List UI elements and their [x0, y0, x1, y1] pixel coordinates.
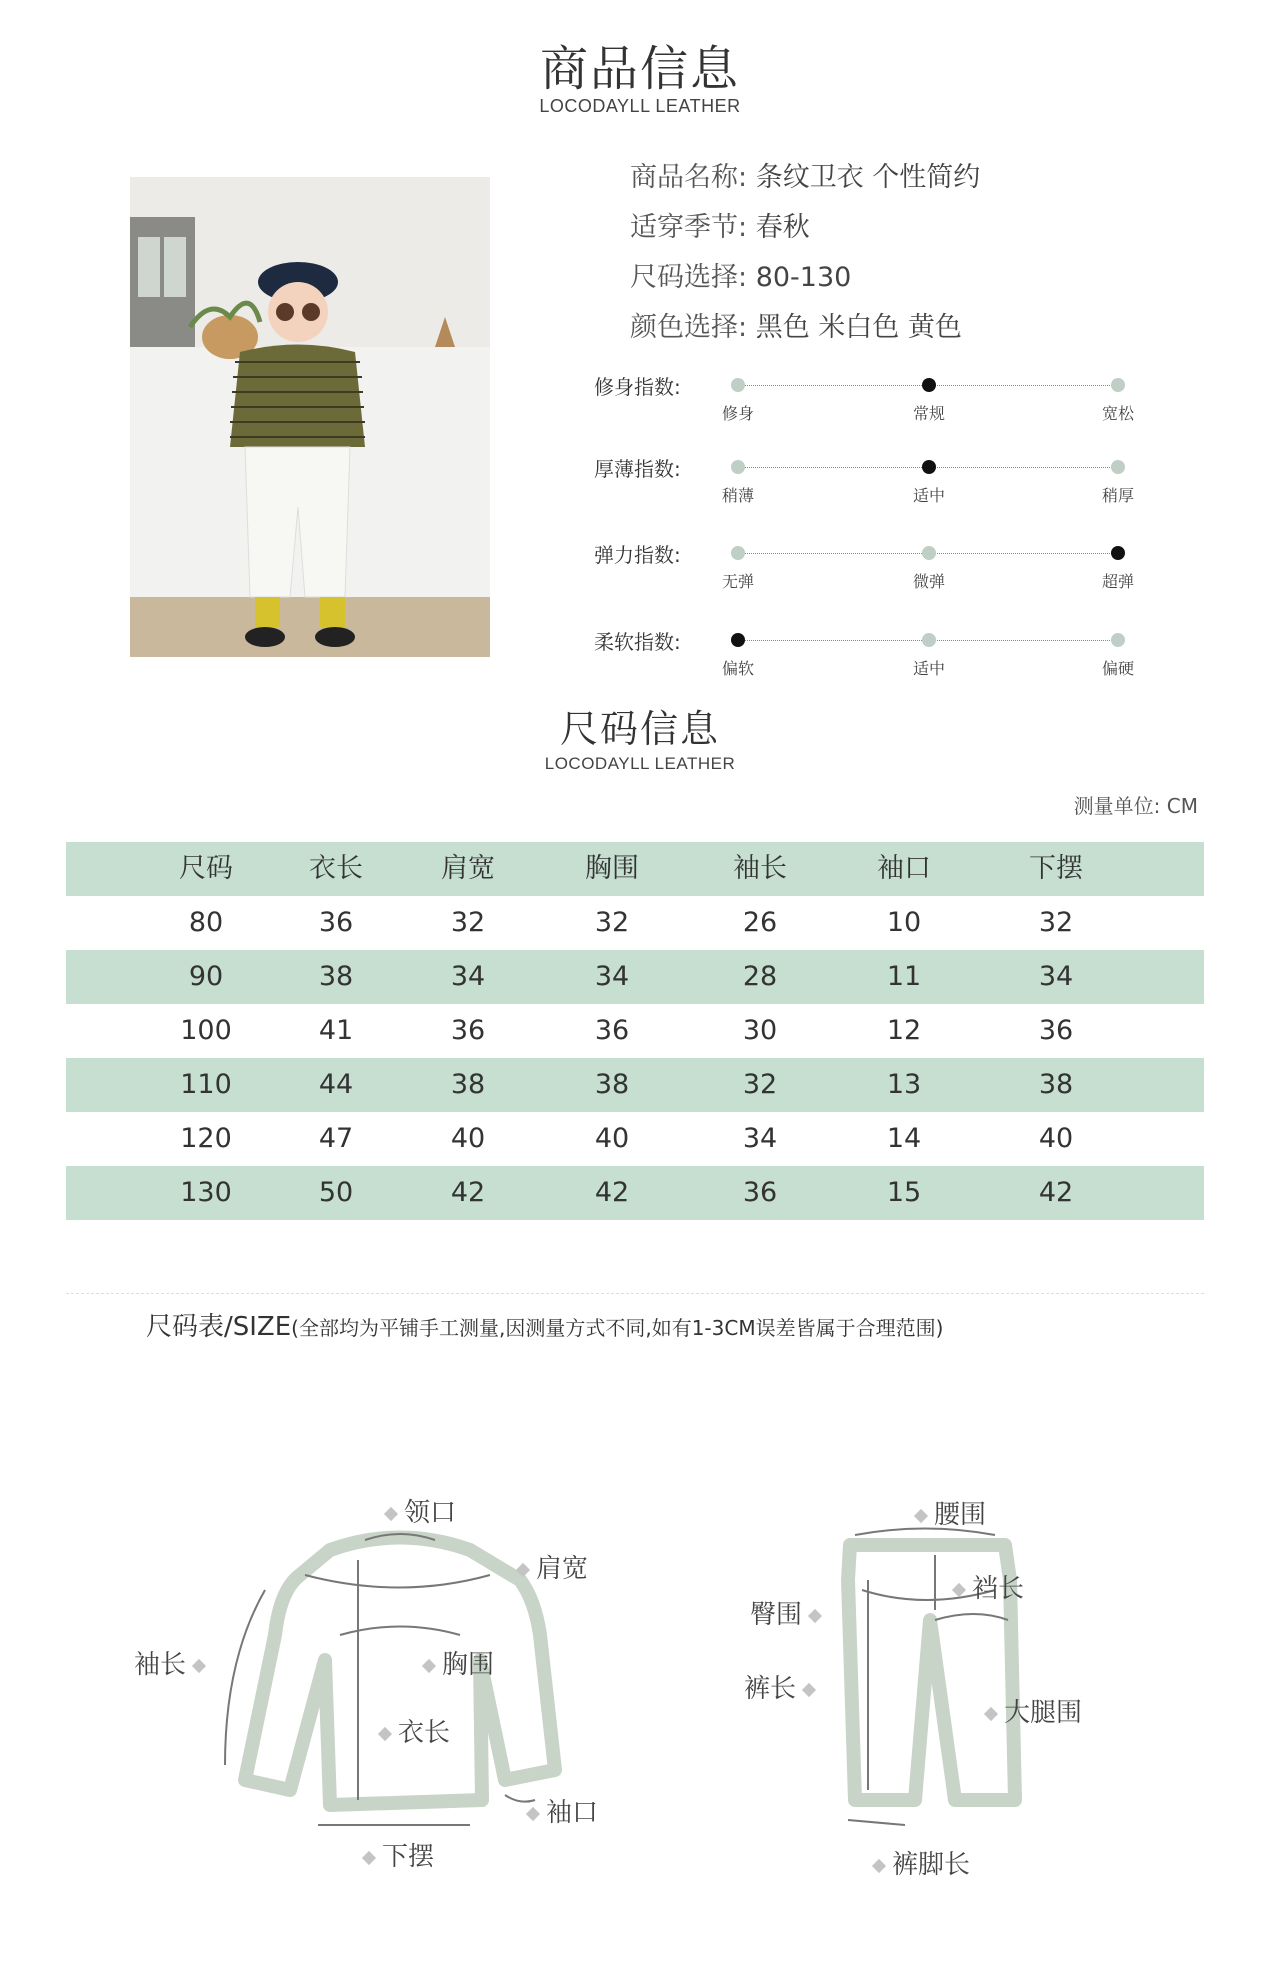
table-cell: 28	[742, 961, 778, 992]
table-cell: 36	[1038, 1015, 1074, 1046]
table-cell: 110	[180, 1069, 232, 1100]
hip-label: 臀围	[750, 1594, 828, 1631]
table-cell: 42	[450, 1177, 486, 1208]
table-cell: 10	[886, 907, 922, 938]
color-line	[630, 305, 962, 344]
rise-label: 裆长	[946, 1568, 1024, 1605]
index-dot-selected	[922, 460, 936, 474]
index-label: 弹力指数:	[594, 543, 681, 567]
product-name-line	[630, 155, 980, 194]
index-dot-selected	[1111, 546, 1125, 560]
index-dot	[1111, 460, 1125, 474]
collar-label: 领口	[378, 1492, 456, 1529]
table-cell: 34	[742, 1123, 778, 1154]
index-dot	[922, 546, 936, 560]
table-header-cell: 袖口	[877, 853, 931, 884]
table-row	[66, 1058, 1204, 1112]
size-note	[146, 1306, 943, 1343]
table-cell: 120	[180, 1123, 232, 1154]
table-cell: 32	[742, 1069, 778, 1100]
index-option: 偏硬	[1101, 659, 1135, 678]
chest-label: 胸围	[416, 1644, 494, 1681]
table-row	[66, 896, 1204, 950]
index-option: 稍厚	[1101, 486, 1135, 505]
table-cell: 47	[318, 1123, 354, 1154]
thigh-label: 大腿围	[978, 1692, 1082, 1729]
table-row	[66, 1004, 1204, 1058]
table-cell: 34	[594, 961, 630, 992]
table-cell: 26	[742, 907, 778, 938]
index-option: 修身	[721, 404, 755, 423]
table-cell: 80	[188, 907, 224, 938]
table-header-cell: 衣长	[309, 853, 363, 884]
table-cell: 44	[318, 1069, 354, 1100]
season-value: 春秋	[755, 212, 810, 243]
size-table	[66, 842, 1204, 1220]
table-cell: 42	[1038, 1177, 1074, 1208]
table-cell: 40	[1038, 1123, 1074, 1154]
index-option: 超弹	[1101, 572, 1135, 591]
size-section-subtitle: LOCODAYLL LEATHER	[544, 754, 736, 773]
color-select-label: 颜色选择:	[630, 312, 748, 343]
table-cell: 34	[450, 961, 486, 992]
table-cell: 40	[450, 1123, 486, 1154]
table-cell: 42	[594, 1177, 630, 1208]
index-option: 微弹	[912, 572, 946, 591]
table-cell: 41	[318, 1015, 354, 1046]
size-section-title: 尺码信息	[559, 707, 720, 751]
size-select-value: 80-130	[755, 262, 852, 293]
leg-opening-label: 裤脚长	[866, 1844, 970, 1881]
index-dot-selected	[922, 378, 936, 392]
product-name-value: 条纹卫衣 个性简约	[755, 162, 981, 193]
index-dot	[731, 460, 745, 474]
table-cell: 38	[594, 1069, 630, 1100]
table-row	[66, 1166, 1204, 1220]
table-cell: 90	[188, 961, 224, 992]
page-subtitle: LOCODAYLL LEATHER	[539, 96, 741, 116]
table-cell: 30	[742, 1015, 778, 1046]
table-cell: 15	[886, 1177, 922, 1208]
table-cell: 14	[886, 1123, 922, 1154]
season-label: 适穿季节:	[630, 212, 748, 243]
measurement-unit: 测量单位: CM	[1073, 794, 1198, 818]
index-dot	[731, 378, 745, 392]
table-cell: 130	[180, 1177, 232, 1208]
index-label: 柔软指数:	[594, 630, 681, 654]
page-title: 商品信息	[539, 41, 740, 97]
hem-label: 下摆	[356, 1836, 434, 1873]
table-cell: 36	[594, 1015, 630, 1046]
size-select-label: 尺码选择:	[630, 262, 748, 293]
table-header-cell: 肩宽	[441, 853, 495, 884]
index-option: 宽松	[1101, 404, 1135, 423]
index-option: 适中	[912, 486, 946, 505]
index-dot-selected	[731, 633, 745, 647]
pant-length-label: 裤长	[744, 1668, 822, 1705]
index-dot	[731, 546, 745, 560]
index-dot	[922, 633, 936, 647]
color-select-value: 黑色 米白色 黄色	[755, 312, 962, 343]
table-cell: 13	[886, 1069, 922, 1100]
table-row	[66, 950, 1204, 1004]
index-option: 偏软	[721, 659, 755, 678]
garment-diagram	[0, 1460, 1280, 1920]
table-cell: 36	[318, 907, 354, 938]
table-cell: 40	[594, 1123, 630, 1154]
table-cell: 36	[450, 1015, 486, 1046]
index-dot	[1111, 378, 1125, 392]
shoulder-label: 肩宽	[510, 1548, 588, 1585]
index-option: 适中	[912, 659, 946, 678]
table-cell: 38	[1038, 1069, 1074, 1100]
product-photo	[130, 177, 490, 657]
table-cell: 50	[318, 1177, 354, 1208]
table-header-cell: 尺码	[179, 853, 233, 884]
product-name-label: 商品名称:	[630, 162, 748, 193]
size-line	[630, 255, 851, 294]
table-header-cell: 袖长	[733, 853, 787, 884]
table-cell: 11	[886, 961, 922, 992]
table-cell: 34	[1038, 961, 1074, 992]
index-option: 稍薄	[721, 486, 755, 505]
index-option: 常规	[912, 404, 946, 423]
table-cell: 100	[180, 1015, 232, 1046]
cuff-label: 袖口	[520, 1792, 598, 1829]
waist-label: 腰围	[908, 1494, 986, 1531]
table-cell: 32	[450, 907, 486, 938]
table-cell: 32	[594, 907, 630, 938]
table-row	[66, 1112, 1204, 1166]
size-note-detail: (全部均为平铺手工测量,因测量方式不同,如有1-3CM误差皆属于合理范围)	[291, 1316, 944, 1340]
sleeve-label: 袖长	[134, 1644, 212, 1681]
table-header-cell: 下摆	[1029, 853, 1083, 884]
index-label: 厚薄指数:	[594, 457, 681, 481]
table-header-row	[66, 842, 1204, 896]
index-option: 无弹	[721, 572, 755, 591]
table-cell: 12	[886, 1015, 922, 1046]
index-label: 修身指数:	[594, 375, 681, 399]
table-cell: 38	[450, 1069, 486, 1100]
size-note-title: 尺码表/SIZE	[146, 1312, 292, 1342]
section-divider	[66, 1293, 1204, 1294]
table-header-cell: 胸围	[585, 853, 639, 884]
length-label: 衣长	[372, 1712, 450, 1749]
table-cell: 32	[1038, 907, 1074, 938]
sweater-outline	[245, 1538, 555, 1806]
season-line	[630, 205, 810, 244]
table-cell: 36	[742, 1177, 778, 1208]
table-cell: 38	[318, 961, 354, 992]
index-dot	[1111, 633, 1125, 647]
